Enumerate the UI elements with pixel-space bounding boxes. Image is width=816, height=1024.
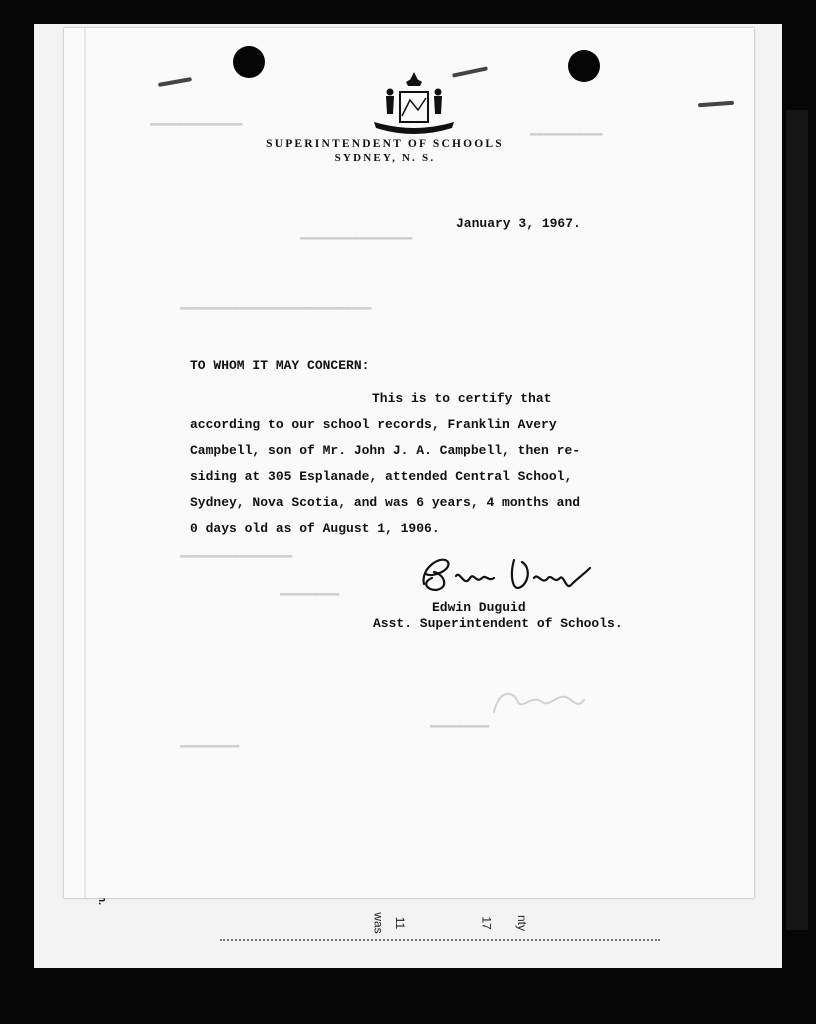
body-line: Sydney, Nova Scotia, and was 6 years, 4 months and xyxy=(190,495,581,510)
letter-body xyxy=(190,386,600,542)
bleed-through-text: ▬▬▬▬▬▬▬▬▬▬▬▬▬▬▬▬▬ xyxy=(180,550,293,562)
faint-bleed-signature xyxy=(488,682,588,722)
body-line: siding at 305 Esplanade, attended Central School, xyxy=(190,469,573,484)
form-dotted-line xyxy=(220,939,660,941)
punch-hole-left xyxy=(233,46,265,78)
letterhead xyxy=(230,138,540,164)
handwritten-signature xyxy=(414,548,604,598)
body-line: 0 days old as of August 1, 1906. xyxy=(190,521,440,536)
form-fragment-17: 17 xyxy=(479,916,494,930)
form-fragment-nty: nty xyxy=(515,914,530,932)
body-line: This is to certify that xyxy=(372,391,552,406)
letterhead-location: SYDNEY, N. S. xyxy=(334,152,436,164)
bleed-through-text: ▬▬▬▬▬▬▬▬▬▬▬ xyxy=(530,128,603,140)
signer-name: Edwin Duguid xyxy=(432,600,526,615)
letterhead-office: SUPERINTENDENT OF SCHOOLS xyxy=(266,138,504,150)
punch-hole-right xyxy=(568,50,600,82)
bleed-through-text: ▬▬▬▬▬▬▬▬▬ xyxy=(430,720,490,732)
form-fragment-11: 11 xyxy=(393,916,408,930)
body-line: Campbell, son of Mr. John J. A. Campbell, then re- xyxy=(190,443,581,458)
form-fragment-was: was xyxy=(371,912,386,934)
bleed-through-text: ▬▬▬▬▬▬▬▬▬ xyxy=(180,740,240,752)
bleed-through-text: ▬▬▬▬▬▬▬▬▬▬▬▬▬▬▬▬▬▬▬▬▬▬▬▬▬▬▬▬▬ xyxy=(180,302,372,314)
letter-date: January 3, 1967. xyxy=(456,216,581,231)
bleed-through-text: ▬▬▬▬▬▬▬▬▬ xyxy=(280,588,340,600)
bleed-through-text: ▬▬▬▬▬▬▬▬▬▬▬▬▬▬ xyxy=(150,118,243,130)
salutation: TO WHOM IT MAY CONCERN: xyxy=(190,358,370,373)
paper-fold xyxy=(84,28,86,898)
body-line: according to our school records, Franklin Avery xyxy=(190,417,557,432)
bleed-through-text: ▬▬▬▬▬▬▬▬▬▬▬▬▬▬▬▬▬ xyxy=(300,232,413,244)
school-board-seal-icon xyxy=(362,70,466,140)
signer-title: Asst. Superintendent of Schools. xyxy=(373,616,623,631)
dark-edge-strip xyxy=(786,110,808,930)
